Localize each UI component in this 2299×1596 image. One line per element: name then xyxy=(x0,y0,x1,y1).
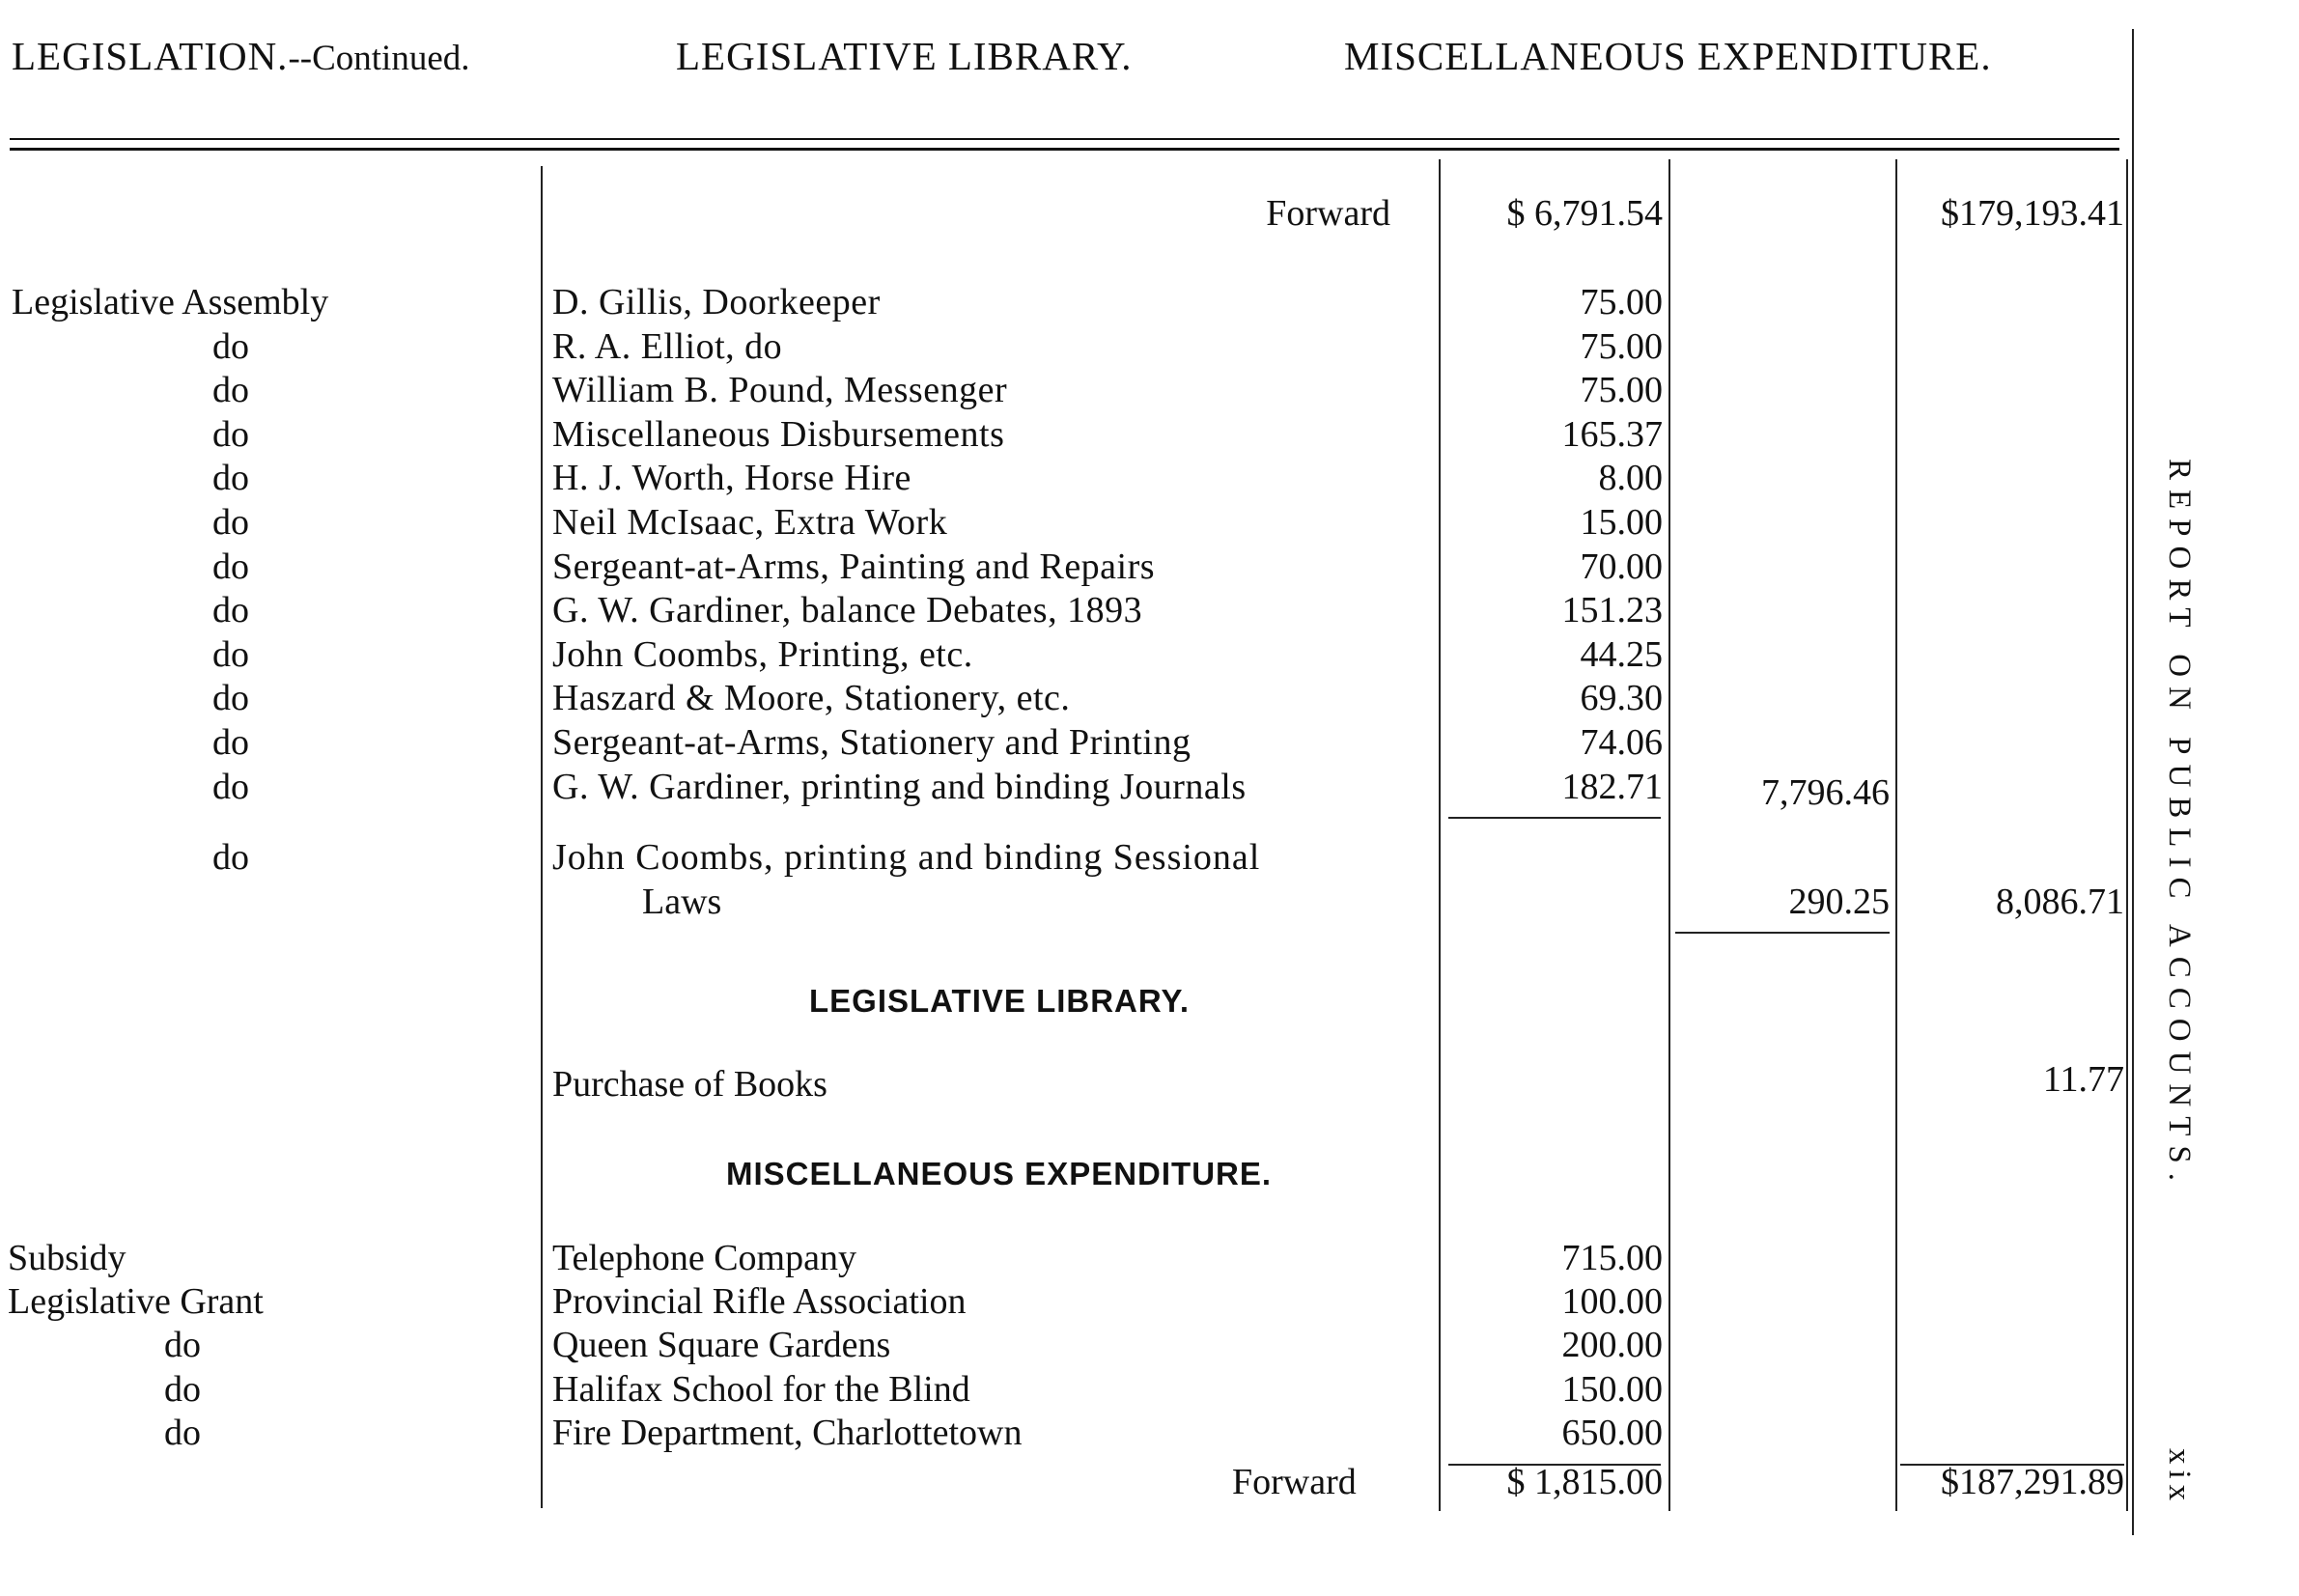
header-continued: --Continued. xyxy=(288,39,470,78)
col-divider-amount xyxy=(1439,159,1441,1511)
row-service: do xyxy=(212,546,249,587)
forward-bottom-total: $187,291.89 xyxy=(1941,1462,2124,1502)
misc-row-service: do xyxy=(164,1325,201,1365)
row-payee: D. Gillis, Doorkeeper xyxy=(552,282,881,322)
misc-row-amount: 650.00 xyxy=(1561,1413,1663,1453)
library-item: Purchase of Books xyxy=(552,1064,827,1105)
row-service: do xyxy=(212,678,249,718)
col-divider-total xyxy=(1895,159,1897,1511)
row-amount: 15.00 xyxy=(1580,502,1663,543)
row-service: do xyxy=(212,414,249,455)
forward-top-amount: $ 6,791.54 xyxy=(1506,193,1663,234)
misc-row-payee: Provincial Rifle Association xyxy=(552,1281,967,1322)
row-amount: 165.37 xyxy=(1561,414,1663,455)
coombs-total: 8,086.71 xyxy=(1996,882,2124,922)
misc-row-amount: 715.00 xyxy=(1561,1238,1663,1278)
library-heading: LEGISLATIVE LIBRARY. xyxy=(809,983,1191,1019)
header-legislation: LEGISLATION. xyxy=(12,34,289,78)
header-left xyxy=(12,33,470,79)
row-payee: Sergeant-at-Arms, Painting and Repairs xyxy=(552,546,1156,587)
coombs-payee-line2: Laws xyxy=(642,882,722,922)
coombs-service: do xyxy=(212,837,249,878)
misc-row-amount: 200.00 xyxy=(1561,1325,1663,1365)
coombs-subtotal: 290.25 xyxy=(1788,882,1890,922)
header-rule-top xyxy=(10,138,2119,140)
col-divider-subtotal xyxy=(1668,159,1670,1511)
library-total: 11.77 xyxy=(2042,1059,2124,1100)
row-payee: John Coombs, Printing, etc. xyxy=(552,634,973,675)
header-rule-bottom xyxy=(10,148,2119,151)
row-amount: 69.30 xyxy=(1580,678,1663,718)
misc-row-payee: Telephone Company xyxy=(552,1238,856,1278)
misc-row-payee: Fire Department, Charlottetown xyxy=(552,1413,1023,1453)
header-misc: MISCELLANEOUS EXPENDITURE. xyxy=(1344,34,1992,78)
row-service: do xyxy=(212,502,249,543)
row-amount: 74.06 xyxy=(1580,722,1663,763)
row-amount: 70.00 xyxy=(1580,546,1663,587)
row-service: do xyxy=(212,326,249,367)
row-payee: William B. Pound, Messenger xyxy=(552,370,1008,410)
row-payee: Miscellaneous Disbursements xyxy=(552,414,1005,455)
coombs-payee-line1: John Coombs, printing and binding Sessional xyxy=(552,837,1261,878)
misc-row-payee: Halifax School for the Blind xyxy=(552,1369,970,1410)
row-amount: 182.71 xyxy=(1561,767,1663,807)
misc-row-amount: 150.00 xyxy=(1561,1369,1663,1410)
misc-row-payee: Queen Square Gardens xyxy=(552,1325,891,1365)
row-payee: Sergeant-at-Arms, Stationery and Printing xyxy=(552,722,1192,763)
misc-row-service: Subsidy xyxy=(8,1238,126,1278)
forward-top-total: $179,193.41 xyxy=(1941,193,2124,234)
row-service: do xyxy=(212,458,249,498)
row-amount: 44.25 xyxy=(1580,634,1663,675)
row-service: do xyxy=(212,590,249,630)
misc-heading: MISCELLANEOUS EXPENDITURE. xyxy=(726,1156,1273,1191)
row-amount: 151.23 xyxy=(1561,590,1663,630)
row-service: do xyxy=(212,767,249,807)
amount-underline xyxy=(1448,817,1661,819)
col-divider-payee xyxy=(541,166,543,1508)
misc-row-service: do xyxy=(164,1413,201,1453)
row-service: Legislative Assembly xyxy=(12,282,329,322)
row-amount: 8.00 xyxy=(1598,458,1663,498)
header-library: LEGISLATIVE LIBRARY. xyxy=(676,34,1133,78)
side-title: REPORT ON PUBLIC ACCOUNTS. xyxy=(2162,459,2197,1190)
row-amount: 75.00 xyxy=(1580,326,1663,367)
row-subtotal: 7,796.46 xyxy=(1761,772,1890,813)
row-amount: 75.00 xyxy=(1580,370,1663,410)
row-payee: H. J. Worth, Horse Hire xyxy=(552,458,911,498)
row-payee: G. W. Gardiner, balance Debates, 1893 xyxy=(552,590,1143,630)
row-service: do xyxy=(212,722,249,763)
row-payee: Neil McIsaac, Extra Work xyxy=(552,502,948,543)
row-payee: Haszard & Moore, Stationery, etc. xyxy=(552,678,1071,718)
forward-bottom-label: Forward xyxy=(1232,1462,1357,1502)
forward-top-label: Forward xyxy=(1266,193,1390,234)
misc-row-service: do xyxy=(164,1369,201,1410)
page-edge-rule xyxy=(2132,29,2134,1535)
page-number: xix xyxy=(2162,1448,2197,1507)
row-payee: G. W. Gardiner, printing and binding Journals xyxy=(552,767,1247,807)
col-divider-right xyxy=(2126,159,2128,1511)
misc-row-amount: 100.00 xyxy=(1561,1281,1663,1322)
forward-bottom-amount: $ 1,815.00 xyxy=(1506,1462,1663,1502)
row-amount: 75.00 xyxy=(1580,282,1663,322)
misc-row-service: Legislative Grant xyxy=(8,1281,264,1322)
row-service: do xyxy=(212,634,249,675)
row-service: do xyxy=(212,370,249,410)
row-payee: R. A. Elliot, do xyxy=(552,326,783,367)
subtotal-underline xyxy=(1675,932,1890,934)
